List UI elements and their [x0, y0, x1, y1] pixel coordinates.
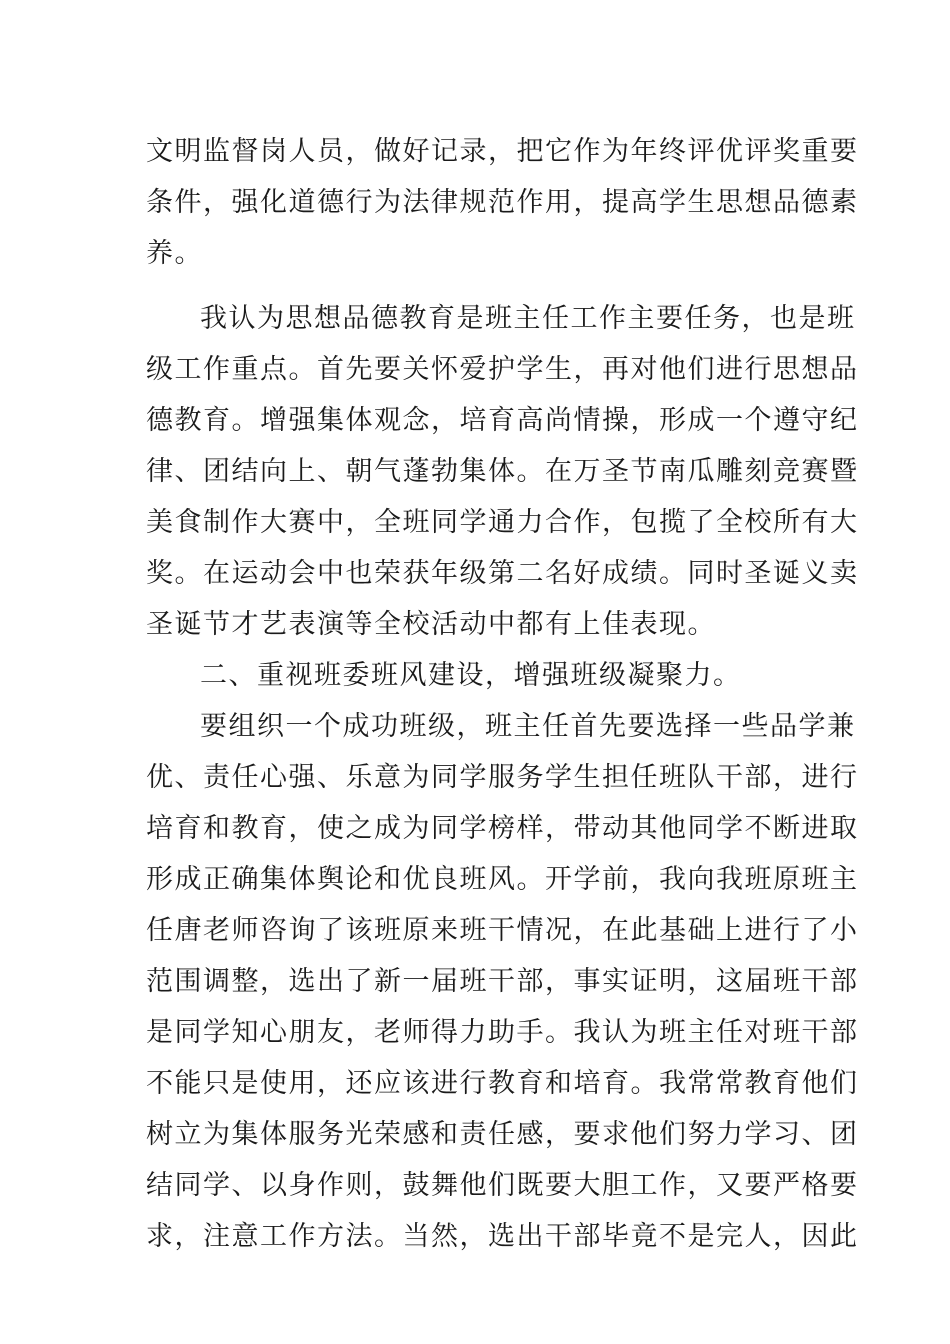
paragraph-4-line-11: 求，注意工作方法。当然，选出干部毕竟不是完人，因此	[146, 1221, 859, 1252]
paragraph-1-line-2: 条件，强化道德行为法律规范作用，提高学生思想品德素	[146, 187, 859, 218]
paragraph-4-line-3: 培育和教育，使之成为同学榜样，带动其他同学不断进取	[146, 813, 859, 844]
paragraph-2-line-6: 奖。在运动会中也荣获年级第二名好成绩。同时圣诞义卖	[146, 558, 859, 589]
paragraph-1-line-1: 文明监督岗人员，做好记录，把它作为年终评优评奖重要	[146, 136, 859, 167]
paragraph-2-line-2: 级工作重点。首先要关怀爱护学生，再对他们进行思想品	[146, 354, 859, 385]
paragraph-4-line-1: 要组织一个成功班级，班主任首先要选择一些品学兼	[200, 711, 856, 742]
paragraph-4-line-5: 任唐老师咨询了该班原来班干情况，在此基础上进行了小	[146, 915, 859, 946]
document-body	[146, 126, 859, 1262]
paragraph-1-line-3: 养。	[146, 238, 203, 269]
paragraph-2-line-4: 律、团结向上、朝气蓬勃集体。在万圣节南瓜雕刻竞赛暨	[146, 456, 859, 487]
paragraph-4-line-9: 树立为集体服务光荣感和责任感，要求他们努力学习、团	[146, 1119, 859, 1150]
paragraph-4-line-10: 结同学、以身作则，鼓舞他们既要大胆工作，又要严格要	[146, 1170, 859, 1201]
paragraph-2-line-1: 我认为思想品德教育是班主任工作主要任务，也是班	[200, 303, 856, 334]
paragraph-2-line-7: 圣诞节才艺表演等全校活动中都有上佳表现。	[146, 609, 716, 640]
paragraph-2-line-3: 德教育。增强集体观念，培育高尚情操，形成一个遵守纪	[146, 405, 859, 436]
paragraph-2-line-5: 美食制作大赛中，全班同学通力合作，包揽了全校所有大	[146, 507, 859, 538]
paragraph-4-line-8: 不能只是使用，还应该进行教育和培育。我常常教育他们	[146, 1068, 859, 1099]
paragraph-4-line-2: 优、责任心强、乐意为同学服务学生担任班队干部，进行	[146, 762, 859, 793]
paragraph-4-line-4: 形成正确集体舆论和优良班风。开学前，我向我班原班主	[146, 864, 859, 895]
paragraph-gap	[146, 279, 816, 293]
section-heading: 二、重视班委班风建设，增强班级凝聚力。	[200, 660, 742, 691]
paragraph-4-line-7: 是同学知心朋友，老师得力助手。我认为班主任对班干部	[146, 1017, 859, 1048]
paragraph-4-line-6: 范围调整，选出了新一届班干部，事实证明，这届班干部	[146, 966, 859, 997]
